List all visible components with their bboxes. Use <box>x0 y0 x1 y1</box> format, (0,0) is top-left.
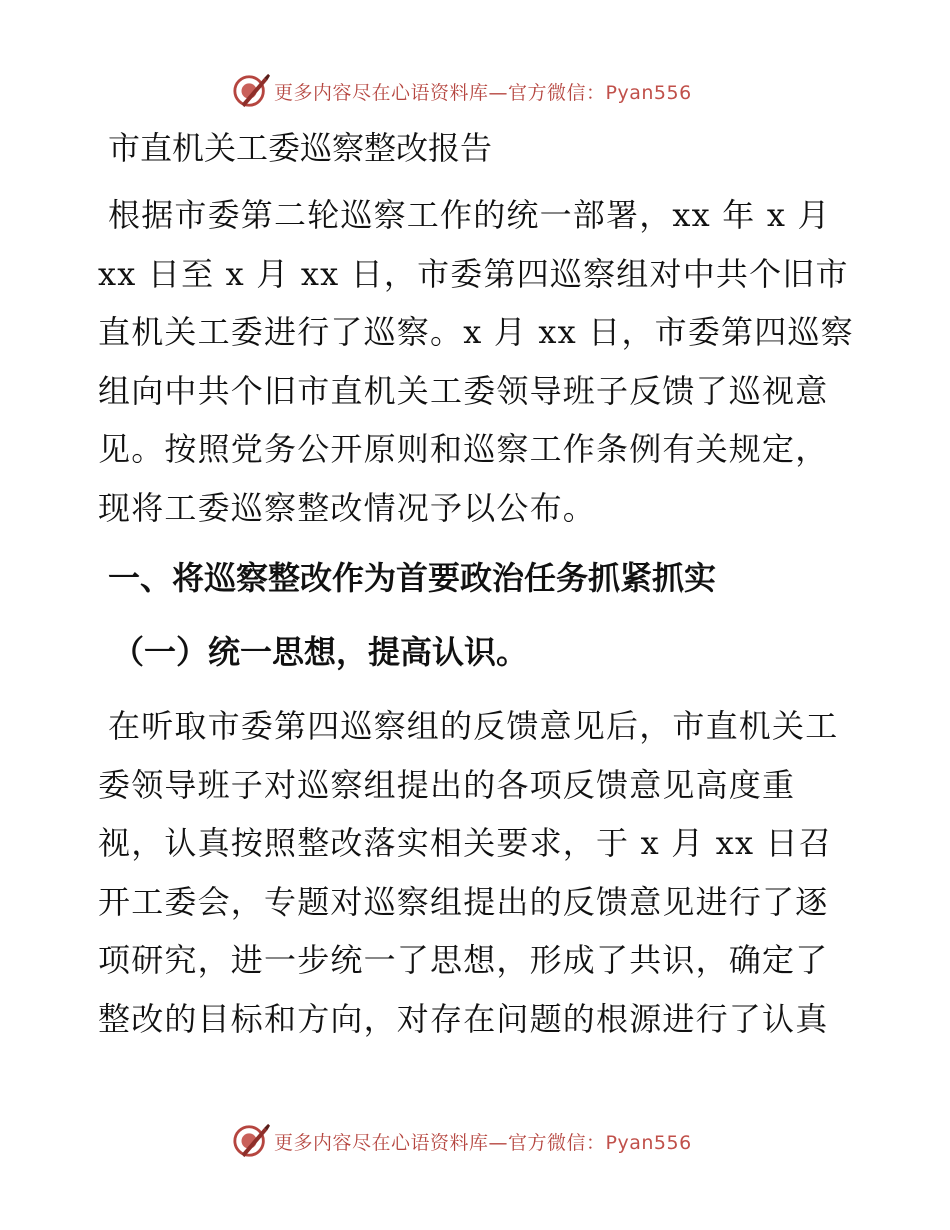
intro-paragraph: 根据市委第二轮巡察工作的统一部署，xx 年 x 月 xx 日至 x 月 xx 日，市委第四巡察组对中共个旧市直机关工委进行了巡察。x 月 xx 日，市委第四巡察组向中共个旧市直机关工委领导班子反馈了巡视意见。按照党务公开原则和巡察工作条例有关规定，现将工委巡察整改情况予以公布。 <box>98 196 854 527</box>
footer-watermark-banner <box>232 1121 692 1161</box>
document-page <box>98 118 858 1048</box>
watermark-wechat-handle: Pyan556 <box>605 1131 692 1154</box>
red-pen-logo-icon <box>232 1122 270 1160</box>
red-pen-logo-icon <box>232 72 270 110</box>
watermark-text <box>274 1128 692 1155</box>
watermark-wechat-handle: Pyan556 <box>605 81 692 104</box>
document-title: 市直机关工委巡察整改报告 <box>108 129 493 167</box>
sub-section-heading: （一）统一思想，提高认识。 <box>112 633 529 671</box>
section-heading: 一、将巡察整改作为首要政治任务抓紧抓实 <box>108 559 717 597</box>
watermark-label: 更多内容尽在心语资料库—官方微信： <box>274 81 606 104</box>
header-watermark-banner <box>232 71 692 111</box>
watermark-label: 更多内容尽在心语资料库—官方微信： <box>274 1131 606 1154</box>
body-paragraph: 在听取市委第四巡察组的反馈意见后，市直机关工委领导班子对巡察组提出的各项反馈意见高度重视，认真按照整改落实相关要求，于 x 月 xx 日召开工委会，专题对巡察组提出的反馈意见进行了逐项研究，进一步统一了思想，形成了共识，确定了整改的目标和方向，对存在问题的根源进行了认真 <box>98 707 839 1038</box>
watermark-text <box>274 78 692 105</box>
